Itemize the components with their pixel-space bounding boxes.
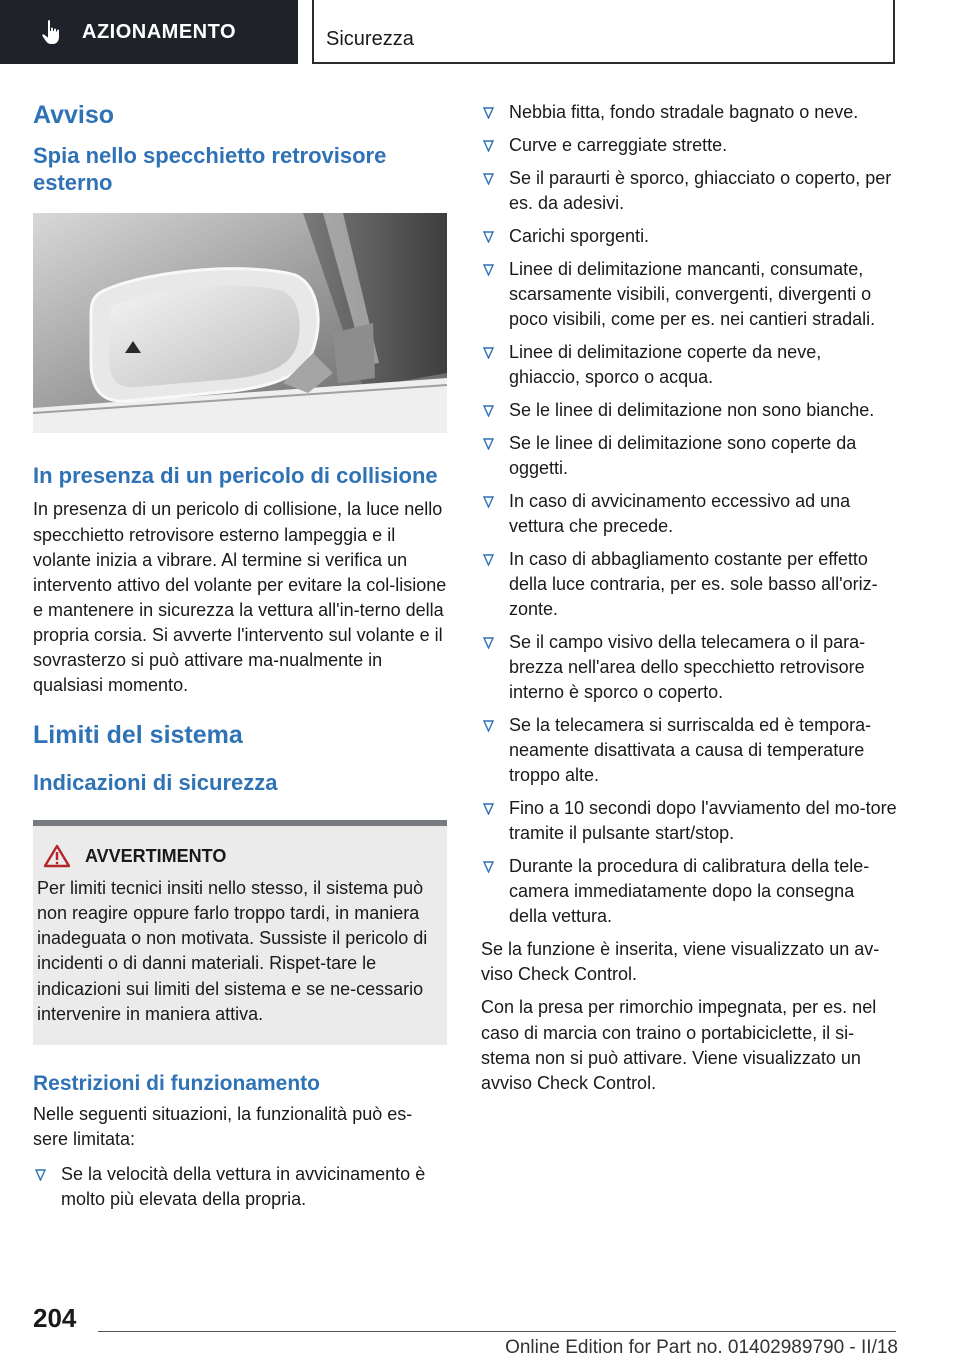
list-item-text: Linee di delimitazione mancanti, consumate, scarsamente visibili, convergenti, divergenti o poco visibili, come per es. nei cantieri stradali. xyxy=(509,259,876,330)
list-item-text: Se la velocità della vettura in avvicinamento è molto più elevata della propria. xyxy=(61,1164,426,1210)
bullet-triangle-icon xyxy=(483,496,494,508)
list-item xyxy=(481,340,897,390)
right-bullet-list xyxy=(481,100,897,929)
warning-box xyxy=(33,820,447,1044)
list-item-text: Se le linee di delimitazione sono coperte da oggetti. xyxy=(509,433,857,479)
bullet-triangle-icon xyxy=(483,554,494,566)
hand-icon xyxy=(40,19,64,45)
list-item xyxy=(33,1162,447,1212)
paragraph-rimorchio: Con la presa per rimorchio impegnata, per es. nel caso di marcia con traino o portabiciclette, il si-stema non si può attivare. Viene visualizzato un avviso Check Control. xyxy=(481,997,877,1093)
section-tab xyxy=(0,0,298,64)
list-item xyxy=(481,547,897,622)
right-column xyxy=(481,100,897,1096)
list-item xyxy=(481,489,897,539)
list-item xyxy=(481,630,897,705)
bullet-triangle-icon xyxy=(483,107,494,119)
paragraph-restrizioni: Nelle seguenti situazioni, la funzionalità può es-sere limitata: xyxy=(33,1104,413,1150)
warning-icon xyxy=(43,844,71,868)
list-item-text: Se la telecamera si surriscalda ed è tempora-neamente disattivata a causa di temperature troppo alte. xyxy=(509,715,872,786)
bullet-triangle-icon xyxy=(483,173,494,185)
heading-indicazioni: Indicazioni di sicurezza xyxy=(33,769,278,795)
list-item xyxy=(481,854,897,929)
list-item xyxy=(481,713,897,788)
mirror-illustration xyxy=(33,213,447,433)
heading-pericolo: In presenza di un pericolo di collisione xyxy=(33,462,438,488)
list-item-text: Se le linee di delimitazione non sono bianche. xyxy=(509,400,875,421)
list-item xyxy=(481,796,897,846)
list-item-text: Fino a 10 secondi dopo l'avviamento del mo-tore tramite il pulsante start/stop. xyxy=(509,798,897,844)
page-number: 204 xyxy=(33,1303,77,1333)
bullet-triangle-icon xyxy=(483,140,494,152)
list-item xyxy=(481,398,897,423)
list-item xyxy=(481,166,897,216)
chapter-title: Sicurezza xyxy=(326,28,414,50)
bullet-triangle-icon xyxy=(483,803,494,815)
list-item xyxy=(481,100,897,125)
warning-title: AVVERTIMENTO xyxy=(85,845,227,866)
bullet-triangle-icon xyxy=(483,861,494,873)
bullet-triangle-icon xyxy=(35,1169,46,1181)
section-title: AZIONAMENTO xyxy=(82,20,237,43)
list-item-text: Se il campo visivo della telecamera o il para-brezza nell'area dello specchietto retrovisore interno è sporco o coperto. xyxy=(509,632,866,703)
bullet-triangle-icon xyxy=(483,637,494,649)
list-item-text: In caso di avvicinamento eccessivo ad una vettura che precede. xyxy=(509,491,851,537)
list-item-text: Se il paraurti è sporco, ghiacciato o coperto, per es. da adesivi. xyxy=(509,168,892,214)
paragraph-pericolo: In presenza di un pericolo di collisione, la luce nello specchietto retrovisore esterno lampeggia e il volante inizia a vibrare. Al termine si verifica un intervento attivo del volante per evitare la col-lisione e mantenere in sicurezza la vettura all'in-terno della propria corsia. Si avverte l'intervento sul volante e il sovrasterzo si può attivare ma-nualmente in qualsiasi momento. xyxy=(33,499,447,695)
bullet-triangle-icon xyxy=(483,231,494,243)
list-item-text: In caso di abbagliamento costante per effetto della luce contraria, per es. sole basso all'oriz-zonte. xyxy=(509,549,878,620)
list-item-text: Linee di delimitazione coperte da neve, ghiaccio, sporco o acqua. xyxy=(509,342,822,388)
list-item xyxy=(481,257,897,332)
list-item-text: Durante la procedura di calibratura della tele-camera immediatamente dopo la consegna della vettura. xyxy=(509,856,870,927)
list-item xyxy=(481,133,897,158)
bullet-triangle-icon xyxy=(483,405,494,417)
list-item-text: Curve e carreggiate strette. xyxy=(509,135,728,156)
left-column xyxy=(33,100,447,1220)
paragraph-check-control: Se la funzione è inserita, viene visualizzato un av-viso Check Control. xyxy=(481,939,880,985)
heading-avviso: Avviso xyxy=(33,101,115,129)
bullet-triangle-icon xyxy=(483,438,494,450)
heading-spia: Spia nello specchietto retrovisore esterno xyxy=(33,143,387,195)
list-item-text: Carichi sporgenti. xyxy=(509,226,650,247)
bullet-triangle-icon xyxy=(483,720,494,732)
left-bullet-list xyxy=(33,1162,447,1212)
list-item xyxy=(481,224,897,249)
list-item-text: Nebbia fitta, fondo stradale bagnato o neve. xyxy=(509,102,859,122)
list-item xyxy=(481,431,897,481)
footer-divider xyxy=(98,1331,896,1332)
chapter-tab xyxy=(312,0,895,64)
heading-limiti: Limiti del sistema xyxy=(33,720,243,749)
footer-edition: Online Edition for Part no. 01402989790 - II/18 xyxy=(505,1337,898,1358)
bullet-triangle-icon xyxy=(483,347,494,359)
warning-text: Per limiti tecnici insiti nello stesso, il sistema può non reagire oppure farlo troppo tardi, in maniera inadeguata o non motivata. Sussiste il pericolo di incidenti o di danni materiali. Rispet-tare le indicazioni sui limiti del sistema e se ne-cessario intervenire in maniera attiva. xyxy=(37,878,428,1024)
heading-restrizioni: Restrizioni di funzionamento xyxy=(33,1071,320,1095)
warning-header xyxy=(37,844,433,868)
bullet-triangle-icon xyxy=(483,264,494,276)
